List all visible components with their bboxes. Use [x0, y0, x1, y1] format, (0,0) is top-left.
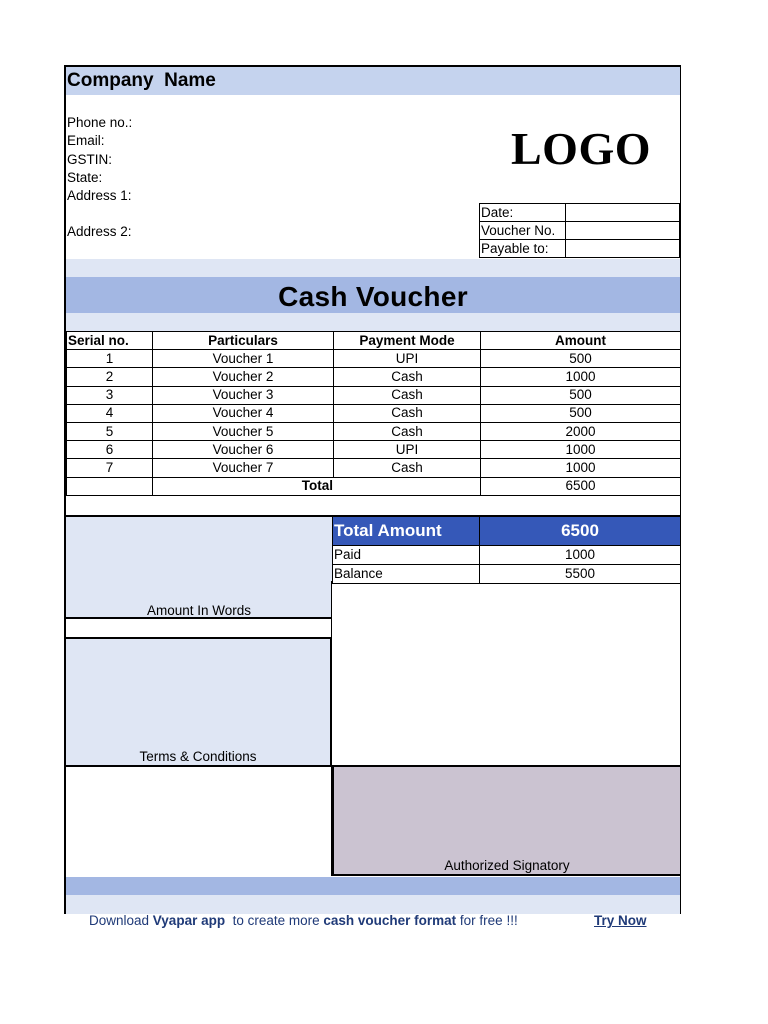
paid-value[interactable]: 1000 — [480, 545, 681, 564]
date-field[interactable] — [566, 204, 680, 222]
table-row — [67, 404, 681, 422]
mode-cell[interactable]: Cash — [334, 368, 481, 386]
amount-cell[interactable]: 1000 — [481, 368, 681, 386]
title-bar — [66, 277, 680, 313]
separator-band — [66, 259, 680, 277]
summary-table — [332, 515, 681, 584]
promo-text — [89, 913, 518, 928]
items-header-row — [67, 332, 681, 350]
amount-in-words-label: Amount In Words — [146, 603, 252, 618]
mode-cell[interactable]: UPI — [334, 350, 481, 368]
particulars-cell[interactable]: Voucher 4 — [153, 404, 334, 422]
promo-text-3: for free !!! — [456, 913, 518, 928]
total-value[interactable]: 6500 — [481, 477, 681, 495]
voucher-no-label: Voucher No. — [480, 222, 566, 240]
table-row — [67, 441, 681, 459]
address2-label: Address 2: — [67, 224, 132, 239]
phone-label: Phone no.: — [67, 115, 133, 130]
mode-cell[interactable]: Cash — [334, 404, 481, 422]
signatory-box[interactable] — [332, 765, 680, 876]
signatory-label: Authorized Signatory — [444, 858, 570, 873]
serial-cell[interactable]: 2 — [67, 368, 153, 386]
table-row — [67, 422, 681, 440]
particulars-cell[interactable]: Voucher 5 — [153, 422, 334, 440]
balance-label: Balance — [333, 564, 480, 583]
amount-cell[interactable]: 1000 — [481, 459, 681, 477]
address1-label: Address 1: — [67, 188, 132, 203]
amount-cell[interactable]: 500 — [481, 404, 681, 422]
total-empty-cell — [67, 477, 153, 495]
table-row — [67, 368, 681, 386]
email-label: Email: — [67, 133, 105, 148]
payable-to-label: Payable to: — [480, 240, 566, 258]
promo-text-1: Download — [89, 913, 153, 928]
payable-to-field[interactable] — [566, 240, 680, 258]
amount-cell[interactable]: 1000 — [481, 441, 681, 459]
particulars-cell[interactable]: Voucher 1 — [153, 350, 334, 368]
promo-app-name: Vyapar app — [152, 913, 226, 928]
balance-value[interactable]: 5500 — [480, 564, 681, 583]
footer-band — [66, 895, 680, 914]
voucher-meta-table — [479, 203, 680, 258]
terms-label: Terms & Conditions — [139, 749, 257, 764]
terms-box[interactable] — [66, 637, 332, 767]
try-now-link[interactable]: Try Now — [594, 913, 647, 928]
state-label: State: — [67, 170, 103, 185]
serial-cell[interactable]: 6 — [67, 441, 153, 459]
gstin-label: GSTIN: — [67, 152, 113, 167]
amount-cell[interactable]: 500 — [481, 386, 681, 404]
serial-cell[interactable]: 3 — [67, 386, 153, 404]
logo-placeholder[interactable]: LOGO — [511, 123, 652, 174]
table-row — [67, 459, 681, 477]
col-header-mode: Payment Mode — [334, 332, 481, 350]
mode-cell[interactable]: Cash — [334, 422, 481, 440]
table-row — [67, 386, 681, 404]
serial-cell[interactable]: 1 — [67, 350, 153, 368]
amount-cell[interactable]: 500 — [481, 350, 681, 368]
particulars-cell[interactable]: Voucher 3 — [153, 386, 334, 404]
col-header-amount: Amount — [481, 332, 681, 350]
voucher-no-field[interactable] — [566, 222, 680, 240]
company-name[interactable]: Company Name — [67, 70, 216, 91]
separator-band — [66, 313, 680, 331]
mode-cell[interactable]: Cash — [334, 459, 481, 477]
mode-cell[interactable]: Cash — [334, 386, 481, 404]
total-row — [67, 477, 681, 495]
items-table — [66, 331, 681, 496]
promo-text-2: to create more — [225, 913, 324, 928]
date-label: Date: — [480, 204, 566, 222]
serial-cell[interactable]: 7 — [67, 459, 153, 477]
col-header-serial: Serial no. — [67, 332, 153, 350]
total-amount-row — [333, 516, 681, 545]
serial-cell[interactable]: 4 — [67, 404, 153, 422]
serial-cell[interactable]: 5 — [67, 422, 153, 440]
particulars-cell[interactable]: Voucher 6 — [153, 441, 334, 459]
voucher-sheet — [64, 65, 681, 914]
voucher-title: Cash Voucher — [278, 281, 468, 312]
promo-format-name: cash voucher format — [323, 913, 457, 928]
paid-row — [333, 545, 681, 564]
total-amount-label: Total Amount — [333, 516, 480, 545]
paid-label: Paid — [333, 545, 480, 564]
total-label: Total — [153, 477, 481, 495]
total-amount-value[interactable]: 6500 — [480, 516, 681, 545]
amount-in-words-box[interactable] — [66, 515, 332, 619]
table-row — [67, 350, 681, 368]
particulars-cell[interactable]: Voucher 7 — [153, 459, 334, 477]
col-header-particulars: Particulars — [153, 332, 334, 350]
mode-cell[interactable]: UPI — [334, 441, 481, 459]
amount-cell[interactable]: 2000 — [481, 422, 681, 440]
balance-row — [333, 564, 681, 583]
particulars-cell[interactable]: Voucher 2 — [153, 368, 334, 386]
footer-band — [66, 877, 680, 895]
